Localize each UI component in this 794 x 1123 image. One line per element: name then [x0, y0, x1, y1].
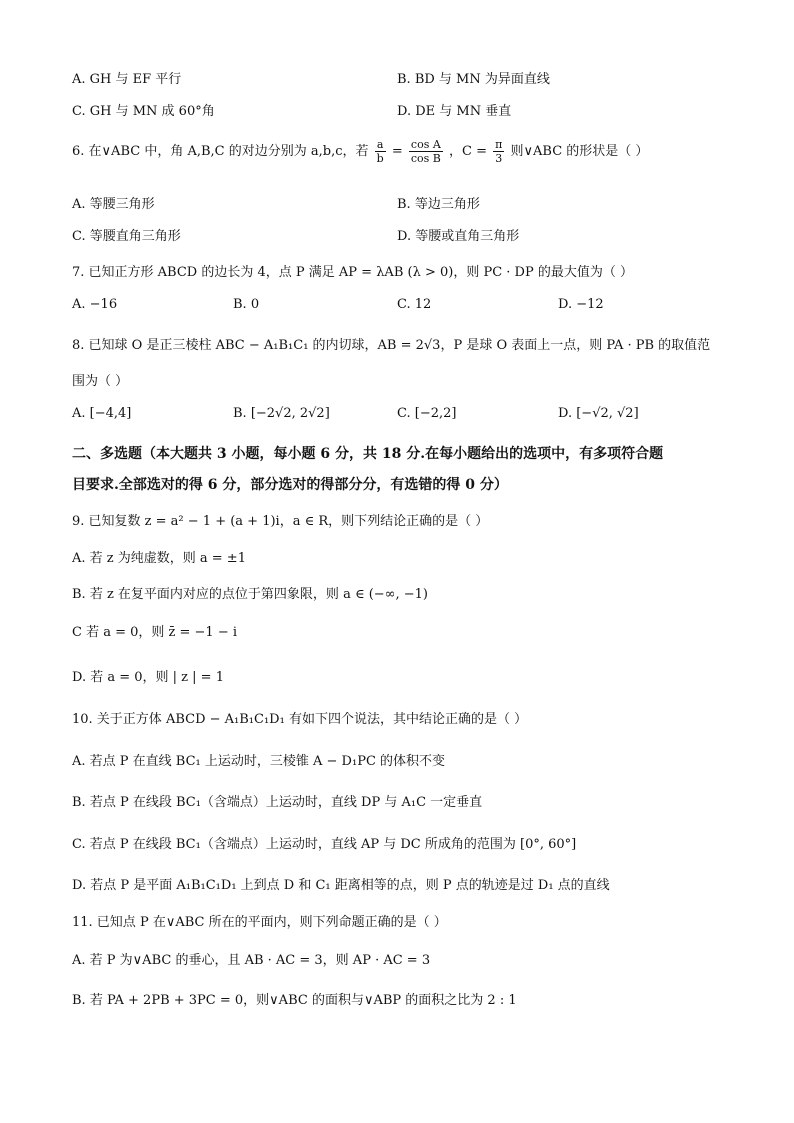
q8-stem-line1: 8. 已知球 O 是正三棱柱 ABC − A₁B₁C₁ 的内切球，AB = 2√3，P 是球 O 表面上一点，则 PA · PB 的取值范: [72, 338, 711, 353]
q6-stem-c: 则∨ABC 的形状是（ ）: [510, 144, 649, 159]
q9-option-b: B. 若 z 在复平面内对应的点位于第四象限，则 a ∈ (−∞, −1): [72, 587, 428, 602]
q8-stem-line2: 围为（ ）: [72, 374, 129, 389]
q5-option-a: A. GH 与 EF 平行: [72, 72, 182, 87]
q7-option-c: C. 12: [397, 297, 432, 312]
q8-option-c: C. [−2,2]: [397, 406, 457, 421]
q9-option-c: C 若 a = 0，则 z̄ = −1 − i: [72, 625, 238, 640]
q11-stem: 11. 已知点 P 在∨ABC 所在的平面内，则下列命题正确的是（ ）: [72, 915, 447, 930]
q7-stem: 7. 已知正方形 ABCD 的边长为 4，点 P 满足 AP = λAB (λ > 0)，则 PC · DP 的最大值为（ ）: [72, 265, 633, 280]
q6-option-a: A. 等腰三角形: [72, 197, 155, 212]
q6-option-b: B. 等边三角形: [397, 197, 480, 212]
q9-stem: 9. 已知复数 z = a² − 1 + (a + 1)i，a ∈ R，则下列结论正确的是（ ）: [72, 514, 489, 529]
q6-frac1-num: a: [375, 138, 386, 152]
section2-heading-line1: 二、多选题（本大题共 3 小题，每小题 6 分，共 18 分.在每小题给出的选项中，有多项符合题: [72, 446, 664, 462]
q5-option-b: B. BD 与 MN 为异面直线: [397, 72, 550, 87]
q11-option-b: B. 若 PA + 2PB + 3PC = 0，则∨ABC 的面积与∨ABP 的面积之比为 2 : 1: [72, 993, 517, 1008]
q6-option-c: C. 等腰直角三角形: [72, 229, 181, 244]
q8-option-a: A. [−4,4]: [72, 406, 132, 421]
q6-fraction-cos: [409, 138, 443, 165]
q10-stem: 10. 关于正方体 ABCD − A₁B₁C₁D₁ 有如下四个说法，其中结论正确的是（ ）: [72, 712, 528, 727]
q5-option-d: D. DE 与 MN 垂直: [397, 104, 512, 119]
q6-frac2-den: cos B: [410, 152, 441, 165]
q7-option-d: D. −12: [558, 297, 604, 312]
q7-option-a: A. −16: [72, 297, 118, 312]
q6-fraction-pi: [493, 138, 504, 165]
q6-stem: [72, 138, 648, 165]
q8-option-b: B. [−2√2, 2√2]: [233, 406, 330, 421]
q10-option-a: A. 若点 P 在直线 BC₁ 上运动时，三棱锥 A − D₁PC 的体积不变: [72, 754, 446, 769]
q6-eq: =: [391, 144, 403, 159]
q6-stem-a: 6. 在∨ABC 中，角 A,B,C 的对边分别为 a,b,c，若: [72, 144, 369, 159]
q6-frac3-den: 3: [495, 152, 503, 165]
q6-frac3-num: π: [495, 138, 503, 151]
q6-frac2-num: cos A: [409, 138, 443, 152]
q10-option-c: C. 若点 P 在线段 BC₁（含端点）上运动时，直线 AP 与 DC 所成角的范围为 [0°, 60°]: [72, 837, 577, 852]
q9-option-a: A. 若 z 为纯虚数，则 a = ±1: [72, 551, 246, 566]
q6-stem-b: ，C =: [449, 144, 487, 159]
q6-option-d: D. 等腰或直角三角形: [397, 229, 520, 244]
section2-heading-line2: 目要求.全部选对的得 6 分，部分选对的得部分分，有选错的得 0 分）: [72, 477, 508, 493]
q6-fraction-ab: [375, 138, 386, 165]
q11-option-a: A. 若 P 为∨ABC 的垂心，且 AB · AC = 3，则 AP · AC = 3: [72, 953, 431, 968]
q7-option-b: B. 0: [233, 297, 260, 312]
q6-frac1-den: b: [376, 152, 384, 165]
q10-option-b: B. 若点 P 在线段 BC₁（含端点）上运动时，直线 DP 与 A₁C 一定垂直: [72, 795, 483, 810]
q8-option-d: D. [−√2, √2]: [558, 406, 639, 421]
q9-option-d: D. 若 a = 0，则 | z | = 1: [72, 670, 224, 685]
q5-option-c: C. GH 与 MN 成 60°角: [72, 104, 215, 119]
q10-option-d: D. 若点 P 是平面 A₁B₁C₁D₁ 上到点 D 和 C₁ 距离相等的点，则 P 点的轨迹是过 D₁ 点的直线: [72, 878, 610, 893]
